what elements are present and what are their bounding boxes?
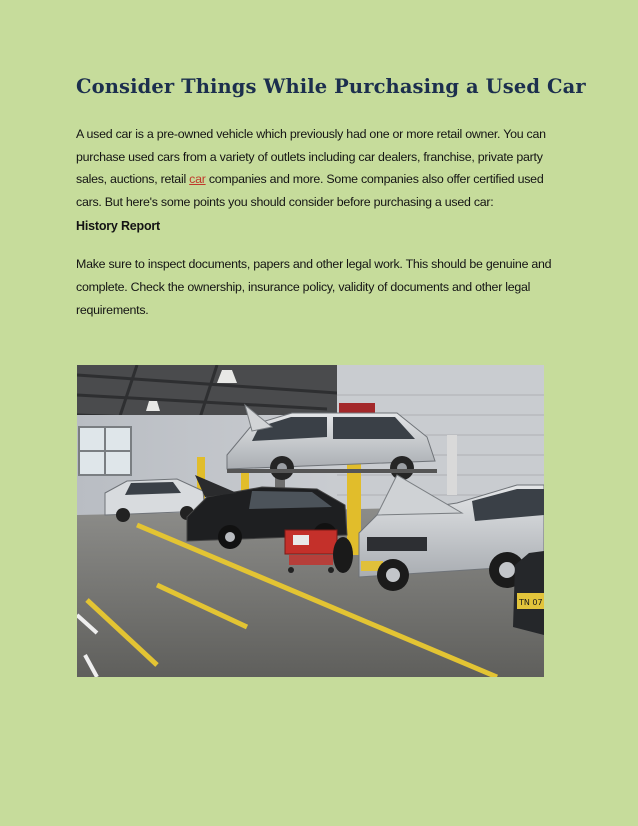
license-plate-text: TN 07 — [519, 598, 543, 607]
garage-photo-illustration — [77, 365, 544, 677]
section-paragraph: Make sure to inspect documents, papers and other legal work. This should be genuine and complete. Check the ownership, insurance policy, validity of documents and other legal requirements. — [76, 257, 552, 317]
garage-photo — [77, 365, 544, 677]
car-link[interactable]: car — [189, 172, 206, 186]
section-heading: History Report — [76, 219, 161, 233]
document-title: Consider Things While Purchasing a Used Car — [76, 75, 586, 98]
intro-paragraph — [76, 123, 562, 213]
intro-text-before-link: A used car is a pre-owned vehicle which previously had one or more retail owner. You can purchase used cars from a variety of outlets including car dealers, franchise, private party sales, auctions, retail — [76, 127, 546, 186]
intro-text-after-link: companies and more. Some companies also offer certified used cars. But here's some points you should consider before purchasing a used car: — [76, 172, 544, 209]
